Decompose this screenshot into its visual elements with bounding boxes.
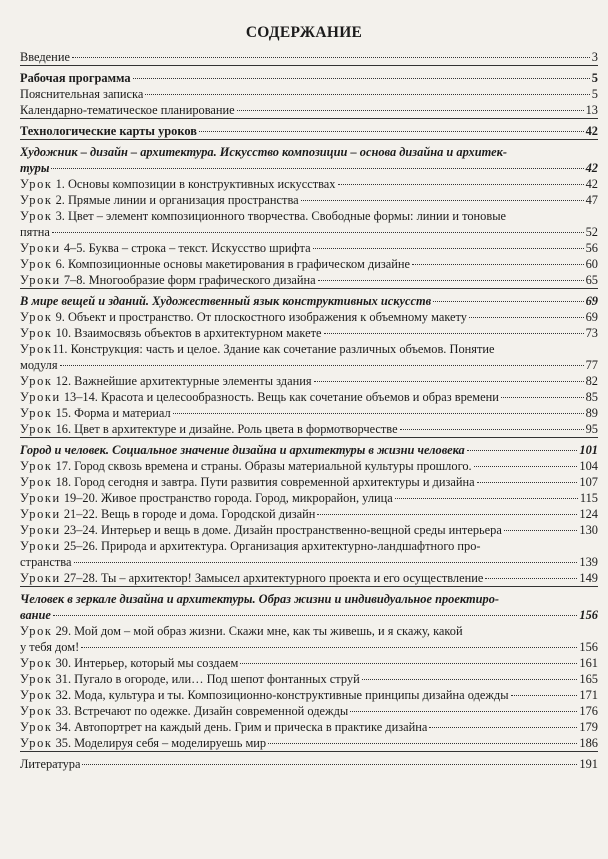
toc-entry-text: Урок 17. Город сквозь времена и страны. Образы материальной культуры прошлого. [20,459,472,473]
toc-entry [20,671,598,687]
toc-entry-text: В мире вещей и зданий. Художественный язык конструктивных искусств [20,294,432,308]
toc-entry-text: Уроки 4–5. Буква – строка – текст. Искусство шрифта [20,241,311,255]
toc-entry-text: странства [20,555,72,569]
toc-entry-text: Урок 35. Моделируя себя – моделируешь мир [20,736,267,750]
toc-page-number: 5 [591,71,598,85]
toc-entry-text: Урок 29. Мой дом – мой образ жизни. Скажи мне, как ты живешь, и я скажу, какой [20,624,463,638]
lesson-prefix: Урок [20,310,53,324]
toc-page-number: 186 [579,736,598,750]
toc-entry-text: Урок 6. Композиционные основы макетирования в графическом дизайне [20,257,410,271]
toc-page-number: 69 [585,294,598,308]
lesson-prefix: Урок [20,704,53,718]
dot-leader [237,109,584,111]
toc-page-number: 69 [585,310,598,324]
toc-page-number: 47 [585,193,598,207]
toc-entry [20,735,598,752]
toc-entry-text: Урок 9. Объект и пространство. От плоскостного изображения к объемному макету [20,310,468,324]
dot-leader [60,364,584,366]
dot-leader [173,412,584,414]
toc-entry [20,458,598,474]
toc-entry-text: Урок 31. Пугало в огороде, или… Под шепот фонтанных струй [20,672,360,686]
dot-leader [511,694,578,696]
dot-leader [268,742,577,744]
toc-entry-text: Пояснительная записка [20,87,144,101]
toc-entry-text: пятна [20,225,50,239]
toc-entry [20,421,598,438]
dot-leader [74,561,578,563]
dot-leader [501,396,584,398]
lesson-prefix: Уроки [20,491,61,505]
dot-leader [485,577,577,579]
toc-page-number: 176 [579,704,598,718]
toc-entry-text: Урок 34. Автопортрет на каждый день. Грим и прическа в практике дизайна [20,720,428,734]
toc-entry-text: Урок 1. Основы композиции в конструктивных искусствах [20,177,336,191]
lesson-prefix: Урок [20,475,53,489]
lesson-prefix: Урок [20,177,53,191]
toc-page-number: 171 [579,688,598,702]
dot-leader [133,77,590,79]
toc-entry [20,474,598,490]
toc-entry-text: Урок 10. Взаимосвязь объектов в архитектурном макете [20,326,322,340]
lesson-prefix: Урок [20,374,53,388]
toc-entry-text: Уроки 19–20. Живое пространство города. Город, микрорайон, улица [20,491,393,505]
lesson-prefix: Урок [20,406,53,420]
toc-entry-text: Урок11. Конструкция: часть и целое. Здание как сочетание различных объемов. Понятие [20,342,495,356]
toc-entry-text: Уроки 13–14. Красота и целесообразность. Вещь как сочетание объемов и образ времени [20,390,499,404]
lesson-prefix: Урок [20,193,53,207]
toc-entry-text: Город и человек. Социальное значение дизайна и архитектуры в жизни человека [20,443,465,457]
lesson-prefix: Урок [20,459,53,473]
dot-leader [313,247,584,249]
toc-entry [20,591,598,623]
dot-leader [51,167,583,169]
toc-entry [20,719,598,735]
lesson-prefix: Уроки [20,241,61,255]
lesson-prefix: Уроки [20,523,61,537]
dot-leader [433,300,583,302]
dot-leader [412,263,584,265]
toc-entry [20,687,598,703]
toc-page-number: 139 [579,555,598,569]
toc-entry-text: Введение [20,50,70,64]
dot-leader [314,380,584,382]
dot-leader [400,428,584,430]
toc-entry-text: Уроки 25–26. Природа и архитектура. Организация архитектурно-ландшафтного про- [20,539,481,553]
toc-entry [20,490,598,506]
dot-leader [474,465,578,467]
toc-entry [20,405,598,421]
toc-page-number: 191 [579,757,598,771]
toc-page-number: 115 [579,491,598,505]
toc-page-number: 13 [585,103,598,117]
toc-page-number: 95 [585,422,598,436]
dot-leader [53,614,577,616]
page-title: СОДЕРЖАНИЕ [245,24,363,41]
toc-entry-text: Календарно-тематическое планирование [20,103,235,117]
lesson-prefix: Урок [20,342,53,356]
toc-entry-text: Урок 32. Мода, культура и ты. Композиционно-конструктивные принципы дизайна одежды [20,688,509,702]
toc-entry [20,756,598,772]
toc-page-number: 42 [585,161,598,175]
toc-entry-text: у тебя дом! [20,640,80,654]
dot-leader [338,183,584,185]
toc-entry [20,293,598,309]
toc-entry [20,623,598,655]
toc-page-number: 161 [579,656,598,670]
toc-entry-text: Урок 12. Важнейшие архитектурные элементы здания [20,374,312,388]
toc-entry-text: Урок 18. Город сегодня и завтра. Пути развития современной архитектуры и дизайна [20,475,475,489]
dot-leader [318,279,584,281]
toc-page-number: 89 [585,406,598,420]
dot-leader [52,231,584,233]
lesson-prefix: Урок [20,688,53,702]
dot-leader [82,763,577,765]
dot-leader [317,513,577,515]
toc-entry [20,309,598,325]
toc-entry [20,176,598,192]
toc-entry [20,703,598,719]
toc-page-number: 82 [585,374,598,388]
toc-entry-text: Урок 33. Встречают по одежке. Дизайн современной одежды [20,704,349,718]
lesson-prefix: Урок [20,656,53,670]
lesson-prefix: Урок [20,422,53,436]
dot-leader [301,199,584,201]
toc-page-number: 104 [579,459,598,473]
toc-page-number: 56 [585,241,598,255]
table-of-contents [20,49,598,772]
toc-entry [20,341,598,373]
toc-entry [20,506,598,522]
toc-entry [20,49,598,66]
toc-entry-text: Художник – дизайн – архитектура. Искусство композиции – основа дизайна и архитек- [20,145,507,159]
toc-page-number: 60 [585,257,598,271]
toc-entry [20,373,598,389]
toc-entry [20,655,598,671]
toc-page-number: 165 [579,672,598,686]
toc-entry-text: Уроки 7–8. Многообразие форм графического дизайна [20,273,316,287]
toc-entry-text: Урок 30. Интерьер, который мы создаем [20,656,239,670]
lesson-prefix: Уроки [20,539,61,553]
toc-page-number: 42 [585,124,598,138]
lesson-prefix: Уроки [20,273,61,287]
toc-entry [20,256,598,272]
toc-entry-text: вание [20,608,51,622]
dot-leader [467,449,578,451]
lesson-prefix: Урок [20,257,53,271]
dot-leader [477,481,578,483]
dot-leader [199,130,584,132]
toc-entry [20,208,598,240]
toc-entry [20,102,598,119]
toc-entry-text: туры [20,161,50,175]
toc-entry [20,389,598,405]
lesson-prefix: Урок [20,209,53,223]
toc-entry-text: Урок 16. Цвет в архитектуре и дизайне. Роль цвета в формотворчестве [20,422,398,436]
dot-leader [469,316,584,318]
toc-page-number: 73 [585,326,598,340]
toc-entry [20,240,598,256]
toc-page-number: 85 [585,390,598,404]
toc-page-number: 156 [579,608,598,622]
toc-page-number: 5 [591,87,598,101]
lesson-prefix: Урок [20,672,53,686]
toc-entry-text: Урок 2. Прямые линии и организация пространства [20,193,299,207]
dot-leader [81,646,577,648]
toc-entry-text: Литература [20,757,81,771]
toc-entry [20,325,598,341]
lesson-prefix: Урок [20,326,53,340]
toc-entry-text: Рабочая программа [20,71,131,85]
toc-page-number: 149 [579,571,598,585]
toc-page-number: 124 [579,507,598,521]
toc-page-number: 52 [585,225,598,239]
toc-entry-text: Уроки 23–24. Интерьер и вещь в доме. Дизайн пространственно-вещной среды интерьера [20,523,502,537]
toc-page-number: 101 [579,443,598,457]
toc-entry-text: Урок 3. Цвет – элемент композиционного творчества. Свободные формы: линии и тоновые [20,209,507,223]
dot-leader [324,332,584,334]
dot-leader [350,710,577,712]
dot-leader [395,497,578,499]
toc-entry [20,70,598,86]
toc-entry [20,144,598,176]
toc-page-number: 130 [579,523,598,537]
toc-entry-text: Человек в зеркале дизайна и архитектуры. Образ жизни и индивидуальное проектиро- [20,592,500,606]
toc-page-number: 179 [579,720,598,734]
lesson-prefix: Уроки [20,571,61,585]
toc-entry [20,538,598,570]
toc-entry-text: Урок 15. Форма и материал [20,406,171,420]
lesson-prefix: Уроки [20,390,61,404]
dot-leader [145,93,589,95]
toc-entry-text: модуля [20,358,58,372]
toc-entry-text: Технологические карты уроков [20,124,197,138]
lesson-prefix: Урок [20,624,53,638]
lesson-prefix: Уроки [20,507,61,521]
dot-leader [504,529,578,531]
dot-leader [362,678,578,680]
toc-entry [20,272,598,289]
toc-entry [20,442,598,458]
dot-leader [429,726,577,728]
dot-leader [240,662,577,664]
toc-page-number: 3 [591,50,598,64]
toc-page-number: 65 [585,273,598,287]
dot-leader [72,56,590,58]
toc-entry [20,522,598,538]
toc-entry [20,123,598,140]
toc-page-number: 42 [585,177,598,191]
toc-entry-text: Уроки 27–28. Ты – архитектор! Замысел архитектурного проекта и его осуществление [20,571,484,585]
toc-entry [20,192,598,208]
lesson-prefix: Урок [20,736,53,750]
toc-page-number: 156 [579,640,598,654]
lesson-prefix: Урок [20,720,53,734]
toc-entry-text: Уроки 21–22. Вещь в городе и дома. Городской дизайн [20,507,316,521]
toc-entry [20,570,598,587]
toc-page-number: 107 [579,475,598,489]
toc-entry [20,86,598,102]
toc-page-number: 77 [585,358,598,372]
